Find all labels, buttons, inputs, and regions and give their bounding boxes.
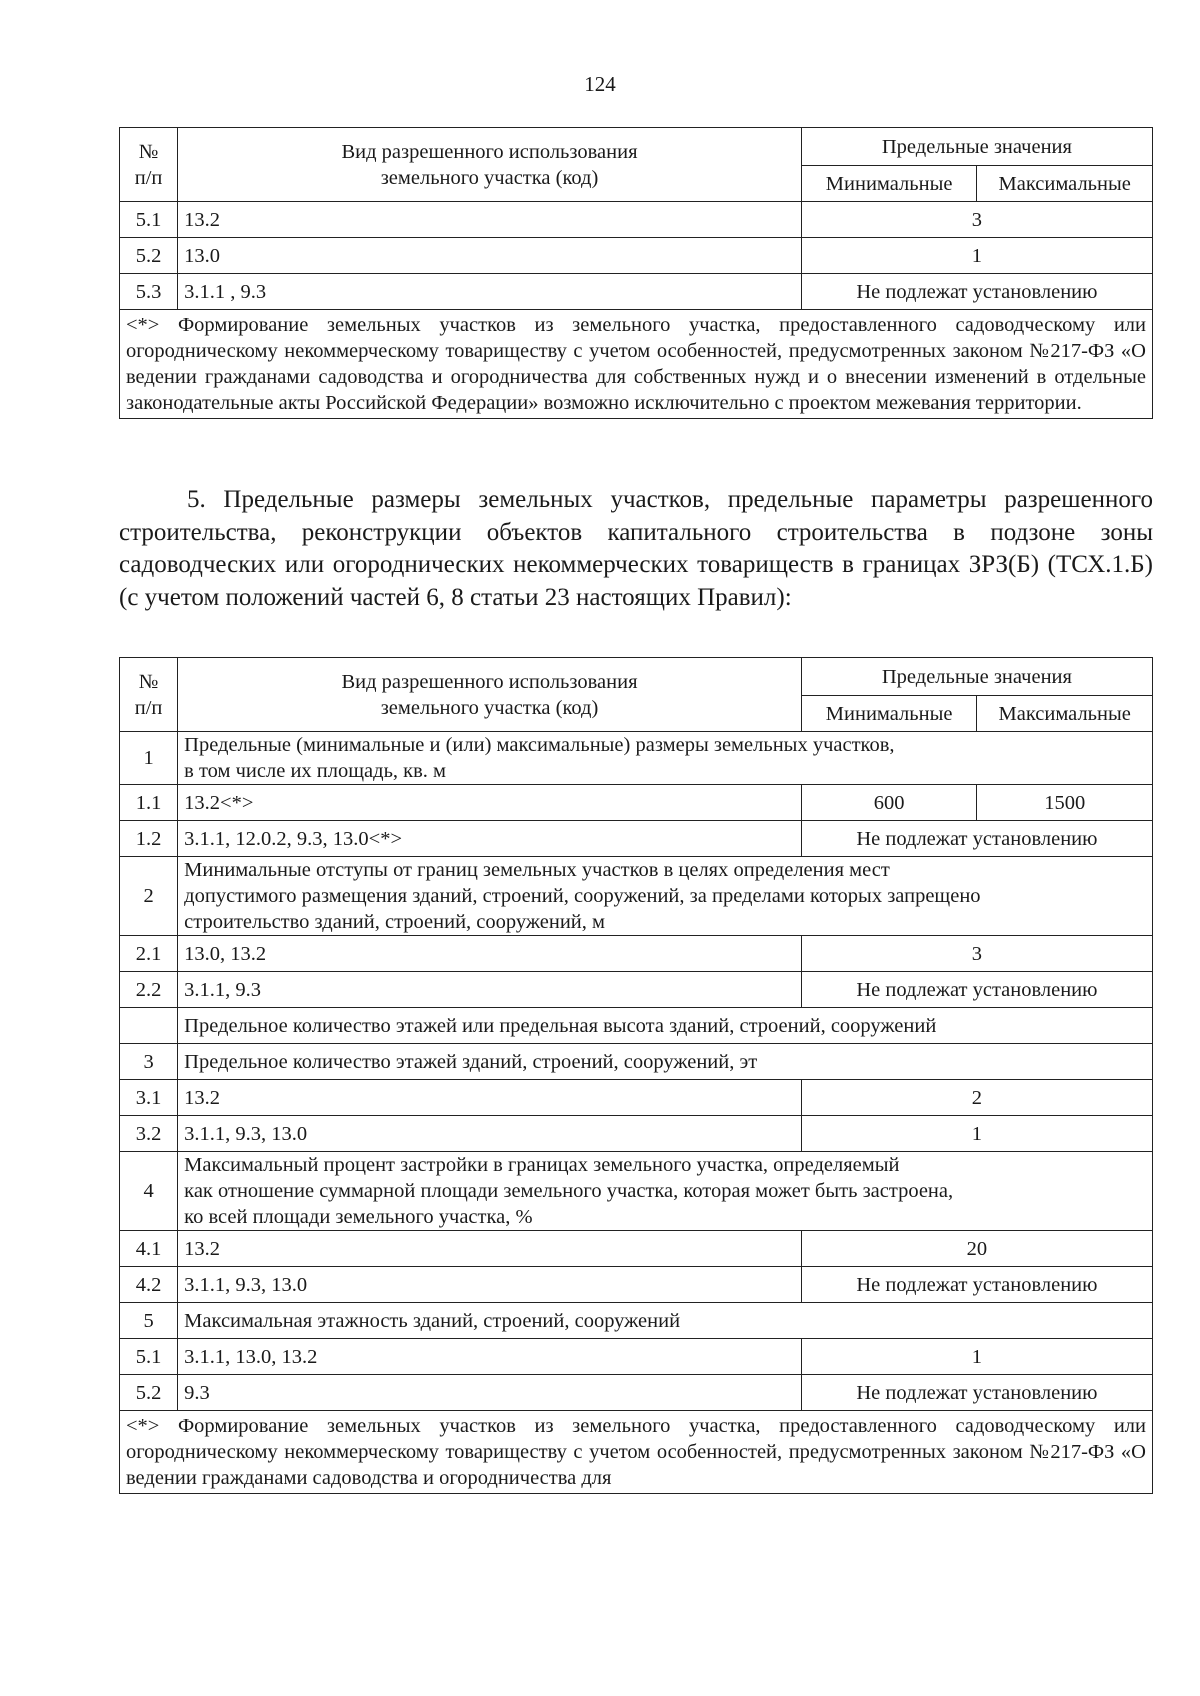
row-num: 4.1 — [120, 1231, 178, 1267]
row-num: 3 — [120, 1044, 178, 1080]
header-use-type-line2: земельного участка (код) — [380, 166, 599, 189]
section-title-line: Максимальный процент застройки в границах земельного участка, определяемый — [184, 1154, 900, 1176]
header-num — [120, 128, 178, 202]
header-max: Максимальные — [977, 166, 1153, 202]
row-num: 1 — [120, 732, 178, 785]
table-row — [120, 1080, 1153, 1116]
section-title — [178, 857, 1153, 936]
row-code: 13.2 — [178, 1080, 802, 1116]
section-row — [120, 857, 1153, 936]
row-code: 3.1.1, 9.3, 13.0 — [178, 1116, 802, 1152]
section-title: Максимальная этажность зданий, строений, сооружений — [178, 1303, 1153, 1339]
row-code: 13.2 — [178, 1231, 802, 1267]
section-title-line: Минимальные отступы от границ земельных участков в целях определения мест — [184, 859, 890, 881]
row-num: 1.1 — [120, 785, 178, 821]
header-limits: Предельные значения — [801, 128, 1152, 166]
table-row — [120, 1375, 1153, 1411]
limits-table-continued — [119, 127, 1153, 419]
section-row — [120, 732, 1153, 785]
row-value: Не подлежат установлению — [801, 1375, 1152, 1411]
row-code: 3.1.1, 9.3, 13.0 — [178, 1267, 802, 1303]
row-num: 3.2 — [120, 1116, 178, 1152]
row-code: 13.0 — [178, 238, 802, 274]
header-num-line1: № — [138, 140, 159, 163]
table-row — [120, 1339, 1153, 1375]
table-row — [120, 1116, 1153, 1152]
row-code: 13.2<*> — [178, 785, 802, 821]
row-code: 3.1.1, 12.0.2, 9.3, 13.0<*> — [178, 821, 802, 857]
row-num: 2.1 — [120, 936, 178, 972]
table-row — [120, 785, 1153, 821]
section-title-line: как отношение суммарной площади земельного участка, которая может быть застроена, — [184, 1180, 954, 1202]
header-num — [120, 658, 178, 732]
header-num-line2: п/п — [134, 696, 163, 719]
row-min: 600 — [801, 785, 977, 821]
section-title: Предельное количество этажей зданий, строений, сооружений, эт — [178, 1044, 1153, 1080]
row-num: 5.1 — [120, 1339, 178, 1375]
footnote-row — [120, 310, 1153, 419]
row-value: 20 — [801, 1231, 1152, 1267]
row-value: Не подлежат установлению — [801, 972, 1152, 1008]
row-value: 3 — [801, 936, 1152, 972]
header-min: Минимальные — [801, 696, 977, 732]
table-row — [120, 238, 1153, 274]
row-value: 2 — [801, 1080, 1152, 1116]
row-code: 13.0, 13.2 — [178, 936, 802, 972]
table-row — [120, 202, 1153, 238]
row-num: 3.1 — [120, 1080, 178, 1116]
section-5-paragraph: 5. Предельные размеры земельных участков, предельные параметры разрешенного строительства, реконструкции объектов капитального строительства в подзоне зоны садоводческих или огороднических некоммерческих товариществ в границах ЗРЗ(Б) (ТСХ.1.Б) (с учетом положений частей 6, 8 статьи 23 настоящих Правил): — [119, 486, 1153, 611]
section-title — [178, 732, 1153, 785]
section-title — [178, 1152, 1153, 1231]
row-num: 2 — [120, 857, 178, 936]
header-use-type-line1: Вид разрешенного использования — [341, 140, 638, 163]
row-value: 1 — [801, 238, 1152, 274]
footnote: <*> Формирование земельных участков из земельного участка, предоставленного садоводческому или огородническому некоммерческому товариществу с учетом особенностей, предусмотренных законом №217-ФЗ «О ведении гражданами садоводства и огородничества для собственных нужд и о внесении изменений в отдельные законодательные акты Российской Федерации» возможно исключительно с проектом межевания территории. — [120, 310, 1153, 419]
row-num: 5.1 — [120, 202, 178, 238]
row-num-empty — [120, 1008, 178, 1044]
table-row — [120, 936, 1153, 972]
header-use-type-line1: Вид разрешенного использования — [341, 670, 638, 693]
section-row — [120, 1303, 1153, 1339]
row-value: Не подлежат установлению — [801, 821, 1152, 857]
section-title-line: строительство зданий, строений, сооружений, м — [184, 911, 605, 933]
table-row — [120, 821, 1153, 857]
section-title: Предельное количество этажей или предельная высота зданий, строений, сооружений — [178, 1008, 1153, 1044]
row-num: 5.3 — [120, 274, 178, 310]
row-max: 1500 — [977, 785, 1153, 821]
header-max: Максимальные — [977, 696, 1153, 732]
footnote-row — [120, 1411, 1153, 1494]
row-value: Не подлежат установлению — [801, 1267, 1152, 1303]
row-code: 3.1.1, 13.0, 13.2 — [178, 1339, 802, 1375]
row-num: 5.2 — [120, 238, 178, 274]
header-use-type-line2: земельного участка (код) — [380, 696, 599, 719]
row-num: 5.2 — [120, 1375, 178, 1411]
row-num: 5 — [120, 1303, 178, 1339]
section-title-line: ко всей площади земельного участка, % — [184, 1206, 533, 1228]
row-value: Не подлежат установлению — [801, 274, 1152, 310]
section-title-line: в том числе их площадь, кв. м — [184, 760, 447, 782]
row-num: 4.2 — [120, 1267, 178, 1303]
table-row — [120, 972, 1153, 1008]
limits-table-tsx1b — [119, 657, 1153, 1494]
row-code: 9.3 — [178, 1375, 802, 1411]
table-row — [120, 1231, 1153, 1267]
header-min: Минимальные — [801, 166, 977, 202]
header-limits: Предельные значения — [801, 658, 1152, 696]
section-row — [120, 1008, 1153, 1044]
section-row — [120, 1152, 1153, 1231]
row-num: 1.2 — [120, 821, 178, 857]
header-num-line2: п/п — [134, 166, 163, 189]
header-use-type — [178, 658, 802, 732]
row-num: 2.2 — [120, 972, 178, 1008]
row-value: 3 — [801, 202, 1152, 238]
table-row — [120, 1267, 1153, 1303]
header-use-type — [178, 128, 802, 202]
row-code: 3.1.1, 9.3 — [178, 972, 802, 1008]
row-value: 1 — [801, 1339, 1152, 1375]
section-row — [120, 1044, 1153, 1080]
section-title-line: допустимого размещения зданий, строений, сооружений, за пределами которых запрещено — [184, 885, 981, 907]
row-code: 3.1.1 , 9.3 — [178, 274, 802, 310]
header-num-line1: № — [138, 670, 159, 693]
row-value: 1 — [801, 1116, 1152, 1152]
footnote: <*> Формирование земельных участков из земельного участка, предоставленного садоводческому или огородническому некоммерческому товариществу с учетом особенностей, предусмотренных законом №217-ФЗ «О ведении гражданами садоводства и огородничества для — [120, 1411, 1153, 1494]
table-row — [120, 274, 1153, 310]
page-number: 124 — [584, 72, 616, 96]
row-num: 4 — [120, 1152, 178, 1231]
row-code: 13.2 — [178, 202, 802, 238]
section-title-line: Предельные (минимальные и (или) максимальные) размеры земельных участков, — [184, 734, 895, 756]
